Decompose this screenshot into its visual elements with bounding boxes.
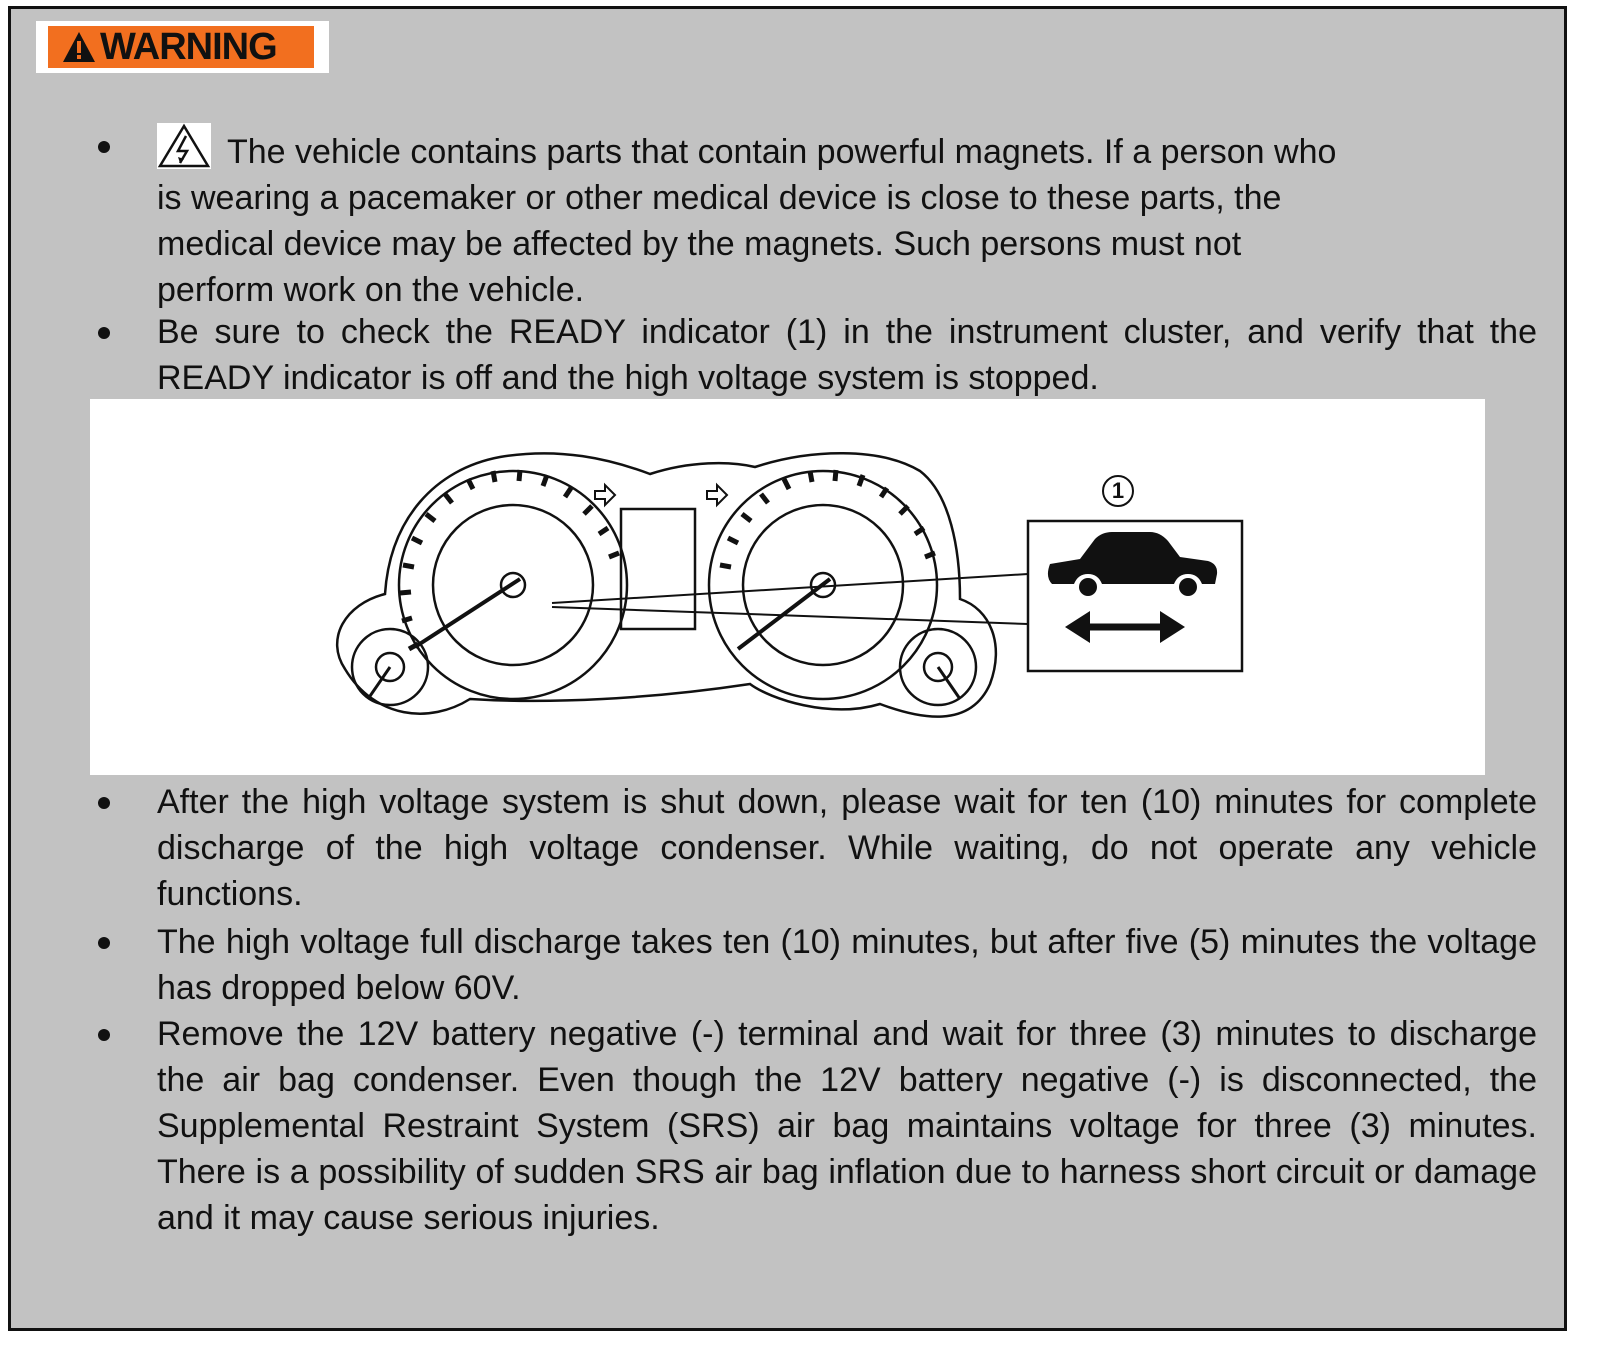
warning-triangle-icon	[62, 31, 96, 63]
left-turn-signal-icon	[595, 485, 615, 505]
small-right-needle	[938, 667, 960, 699]
bullet-marker	[98, 141, 110, 153]
bullet-1-line-1-text: The vehicle contains parts that contain powerful magnets. If a person who	[227, 133, 1337, 171]
cluster-outline	[337, 453, 996, 716]
bullet-text-5: Remove the 12V battery negative (-) terminal and wait for three (3) minutes to discharge the air bag condenser. Even though the 12V battery negative (-) is disconnected, the Supplemental Restraint System (SRS) air bag maintains voltage for three (3) minutes. There is a possibility of sudden SRS air bag inflation due to harness short circuit or damage and it may cause serious injuries.	[157, 1015, 1537, 1237]
bullet-text-2: Be sure to check the READY indicator (1) in the instrument cluster, and verify that the READY indicator is off and the high voltage system is stopped.	[157, 313, 1537, 397]
bullet-1-line-2: is wearing a pacemaker or other medical device is close to these parts, the	[157, 179, 1282, 217]
right-gauge-ticks	[720, 470, 935, 567]
small-left-needle	[368, 667, 390, 699]
bullet-marker	[98, 327, 110, 339]
bullet-1-line-4: perform work on the vehicle.	[157, 271, 585, 309]
callout-number: 1	[1102, 475, 1134, 507]
bullet-marker	[98, 797, 110, 809]
warning-panel	[8, 6, 1567, 1331]
warning-title: WARNING	[100, 26, 277, 68]
bullet-text-4: The high voltage full discharge takes ten (10) minutes, but after five (5) minutes the voltage has dropped below 60V.	[157, 923, 1537, 1007]
bullet-1-line-1	[157, 123, 1537, 175]
bullet-marker	[98, 1029, 110, 1041]
bullet-text-3: After the high voltage system is shut down, please wait for ten (10) minutes for complete discharge of the high voltage condenser. While waiting, do not operate any vehicle functions.	[157, 783, 1537, 913]
callout-line-top	[552, 574, 1028, 603]
warning-label	[48, 26, 314, 68]
bullet-1-line-3: medical device may be affected by the magnets. Such persons must not	[157, 225, 1242, 263]
bullet-text-1	[157, 123, 1537, 313]
instrument-cluster-figure	[90, 399, 1485, 775]
warning-header	[36, 21, 329, 73]
instrument-cluster-illustration	[90, 399, 1485, 775]
high-voltage-icon	[157, 123, 211, 169]
bullet-marker	[98, 937, 110, 949]
left-gauge-needle	[415, 579, 520, 647]
right-turn-signal-icon	[707, 485, 727, 505]
